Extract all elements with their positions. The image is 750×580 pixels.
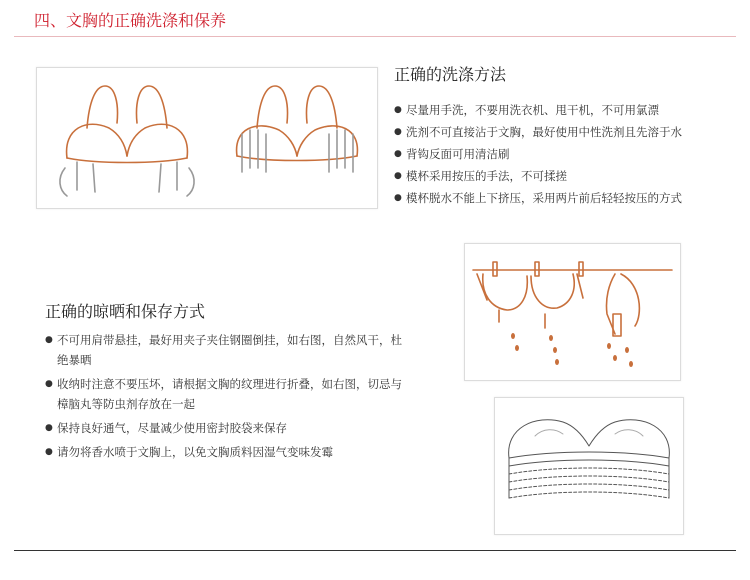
list-item: ● 保持良好通气，尽量减少使用密封胶袋来保存 bbox=[45, 418, 405, 438]
bra-press-sketch bbox=[237, 86, 358, 172]
list-item: ● 背钩反面可用清洁刷 bbox=[394, 143, 740, 165]
bottom-divider bbox=[14, 550, 736, 551]
list-item: ● 模杯脱水不能上下挤压，采用两片前后轻轻按压的方式 bbox=[394, 187, 740, 209]
title-divider bbox=[14, 36, 736, 37]
page-title: 四、文胸的正确洗涤和保养 bbox=[34, 11, 227, 30]
wash-list bbox=[394, 99, 740, 209]
wash-section-title: 正确的洗涤方法 bbox=[394, 65, 507, 84]
bra-hand-wash-sketch bbox=[60, 86, 194, 196]
washing-illustration bbox=[36, 67, 378, 209]
storage-illustration bbox=[494, 397, 684, 535]
list-item: ● 模杯采用按压的手法，不可揉搓 bbox=[394, 165, 740, 187]
list-item: ● 洗剂不可直接沾于文胸，最好使用中性洗剂且先溶于水 bbox=[394, 121, 740, 143]
drying-illustration bbox=[464, 243, 681, 381]
dry-section-title: 正确的晾晒和保存方式 bbox=[45, 302, 206, 321]
list-item: ● 请勿将香水喷于文胸上，以免文胸质料因湿气变味发霉 bbox=[45, 442, 405, 462]
list-item: ● 尽量用手洗，不要用洗衣机、甩干机，不可用氯漂 bbox=[394, 99, 740, 121]
list-item: ● 不可用肩带悬挂，最好用夹子夹住钢圈倒挂，如右图，自然风干，杜绝暴晒 bbox=[45, 330, 405, 370]
dry-list bbox=[45, 330, 405, 462]
list-item: ● 收纳时注意不要压坏，请根据文胸的纹理进行折叠，如右图，切忌与樟脑丸等防虫剂存放在一起 bbox=[45, 374, 405, 414]
